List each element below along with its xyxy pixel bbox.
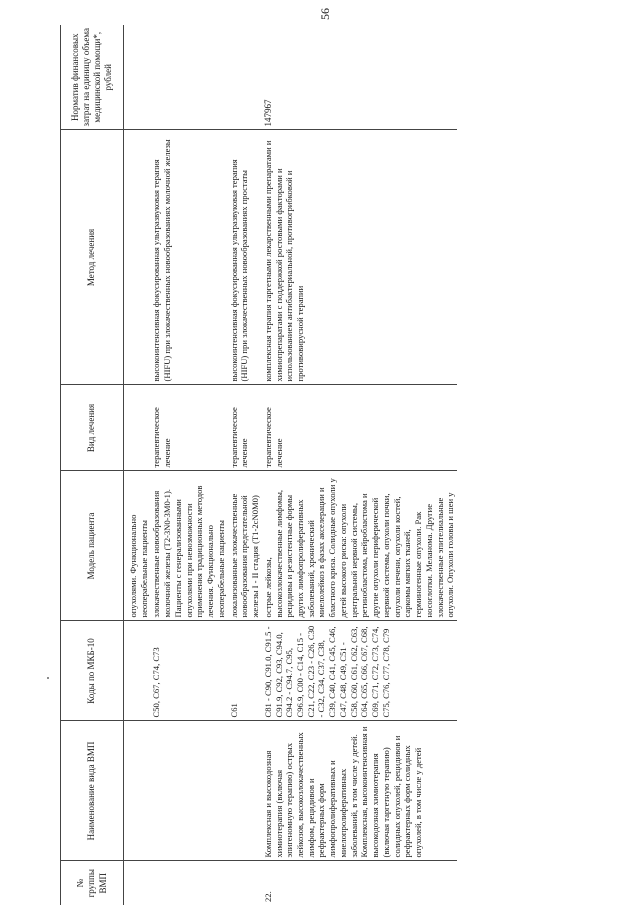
cell-type: [124, 385, 151, 471]
cell-group: [124, 861, 151, 905]
cell-codes: [124, 621, 151, 721]
cell-name: Комплексная и высокодозная химиотерапия (включая эпигеномную терапию) острых лейкозов, высокозлокачественных лимфом, рецидивов и рефрактерных форм лимфопролиферативных и миелопролиферативных заболеваний, в том числе у детей. Комплексная, высокоинтенсивная и высокодозная химиотерапия (включая таргетную терапию) солидных опухолей, рецидивов и рефрактерных форм солидных опухолей, в том числе у детей: [262, 721, 457, 861]
cell-group: 22.: [262, 861, 457, 905]
header-name: Наименование вида ВМП: [61, 721, 124, 861]
header-codes: Коды по МКБ-10: [61, 621, 124, 721]
cell-name: [150, 721, 227, 861]
cell-method: [124, 130, 151, 385]
cell-type: терапевтическое лечение: [262, 385, 457, 471]
header-model: Модель пациента: [61, 471, 124, 621]
vmp-table: [60, 25, 457, 905]
cell-type: терапевтическое лечение: [228, 385, 262, 471]
cell-name: [124, 721, 151, 861]
cell-norm: 147967: [262, 99, 273, 127]
cell-norm: [150, 25, 227, 130]
header-norm: Норматив финансовых затрат на единицу объема медицинской помощи*, рублей: [61, 25, 124, 130]
cell-codes: C81 - C90, C91.0, C91.5 - C91.9, C92, C93, C94.0, C94.2 - C94.7, C95, C96.9, C00 - C14, C15 - C21, C22, C23 - C26, C30 - C32, C34, C37, C38, C39, C40, C41, C45, C46, C47, C48, C49, C51 - C58, C60, C61, C62, C63, C64, C65, C66, C67, C68, C69, C71, C72, C73, C74, C75, C76, C77, C78, C79: [262, 621, 457, 721]
table-row: [124, 25, 151, 905]
page-number: 56: [318, 8, 332, 20]
table-header-row: [61, 25, 124, 905]
cell-type: терапевтическое лечение: [150, 385, 227, 471]
cell-name: [228, 721, 262, 861]
cell-model: злокачественные новообразования молочной железы (T2-3N0-3M0-1). Пациенты с генерализованными опухолями при невозможности применения традиционных методов лечения. Функционально неоперабельные пациенты: [150, 471, 227, 621]
cell-model: локализованные злокачественные новообразования предстательной железы I - II стадия (T1-2cN0M0): [228, 471, 262, 621]
cell-norm: [228, 25, 262, 130]
header-type: Вид лечения: [61, 385, 124, 471]
header-method: Метод лечения: [61, 130, 124, 385]
cell-method: высокоинтенсивная фокусированная ультразвуковая терапия (HIFU) при злокачественных новообразованиях молочной железы: [150, 130, 227, 385]
cell-group: [150, 861, 227, 905]
cell-group: [228, 861, 262, 905]
cell-norm: [124, 25, 151, 130]
cell-model: острые лейкозы, высокозлокачественные лимфомы, рецидивы и резистентные формы других лимфопролиферативных заболеваний, хронический миелолейкоз в фазах акселерации и бластного криза. Солидные опухоли у детей высокого риска: опухоли центральной нервной системы, ретинобластома, нейробластома и другие опухоли периферической нервной системы, опухоли почки, опухоли печени, опухоли костей, саркомы мягких тканей, герминогенные опухоли. Рак носоглотки. Меланома. Другие злокачественные эпителиальные опухоли. Опухоли головы и шеи у: [262, 471, 457, 621]
cell-method: комплексная терапия таргетными лекарственными препаратами и химиопрепаратами с поддержкой ростовыми факторами и использованием антибактериальной, противогрибковой и противовирусной терапии: [262, 130, 457, 385]
cell-codes: C50, C67, C74, C73: [150, 621, 227, 721]
cell-model: опухолями. Функционально неоперабельные пациенты: [124, 471, 151, 621]
cell-codes: C61: [228, 621, 262, 721]
header-group: № группы ВМП: [61, 861, 124, 905]
table-row: [262, 25, 457, 905]
cell-method: высокоинтенсивная фокусированная ультразвуковая терапия (HIFU) при злокачественных новообразованиях простаты: [228, 130, 262, 385]
table-row: [228, 25, 262, 905]
table-row: [150, 25, 227, 905]
